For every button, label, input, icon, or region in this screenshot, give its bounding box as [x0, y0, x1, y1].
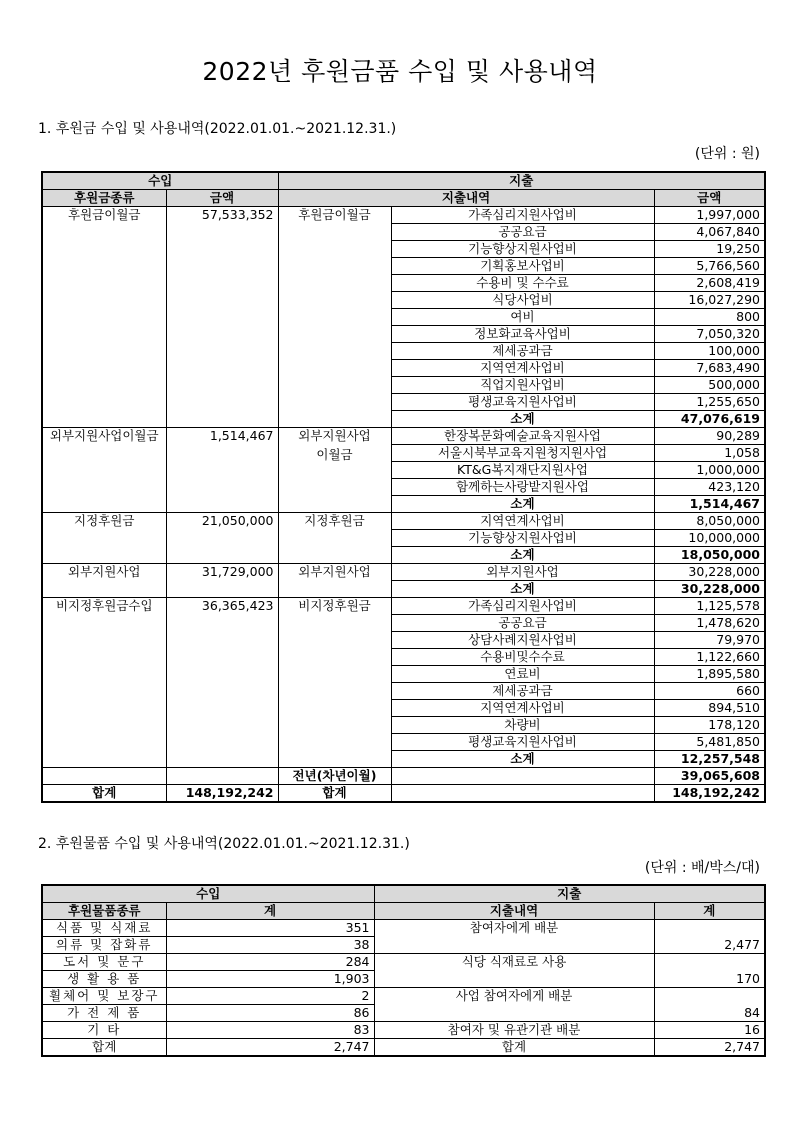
carryover-amount: 39,065,608 — [654, 768, 765, 785]
expense-detail-cell: 지역연계사업비 — [391, 513, 654, 530]
income-type-cell: 지정후원금 — [42, 513, 166, 564]
section2-heading: 2. 후원물품 수입 및 사용내역(2022.01.01.~2021.12.31.) — [38, 836, 410, 852]
income-type-cell: 외부지원사업 — [42, 564, 166, 598]
goods-expense-count-cell: 170 — [654, 954, 765, 988]
expense-detail-cell: 제세공과금 — [391, 343, 654, 360]
income-amount-cell: 21,050,000 — [166, 513, 278, 564]
expense-amount-cell: 90,289 — [654, 428, 765, 445]
expense-category-label: 후원금이월금 — [298, 207, 371, 222]
section1-heading: 1. 후원금 수입 및 사용내역(2022.01.01.~2021.12.31.) — [38, 121, 397, 137]
subtotal-label: 소계 — [391, 547, 654, 564]
col-header-detail: 지출내역 — [278, 190, 654, 207]
income-amount-cell: 31,729,000 — [166, 564, 278, 598]
expense-amount-cell: 7,683,490 — [654, 360, 765, 377]
total-income: 148,192,242 — [166, 785, 278, 803]
table-row — [42, 954, 765, 971]
table-header-row — [42, 885, 765, 903]
col-header-type: 후원물품종류 — [42, 903, 166, 920]
table-row — [42, 513, 765, 530]
expense-amount-cell: 660 — [654, 683, 765, 700]
col-header-type: 후원금종류 — [42, 190, 166, 207]
table-row — [42, 207, 765, 224]
expense-amount-cell: 2,608,419 — [654, 275, 765, 292]
expense-amount-cell: 30,228,000 — [654, 564, 765, 581]
expense-detail-cell: 직업지원사업비 — [391, 377, 654, 394]
expense-amount-cell: 79,970 — [654, 632, 765, 649]
subtotal-label: 소계 — [391, 496, 654, 513]
subtotal-label: 소계 — [391, 411, 654, 428]
expense-category-cell — [278, 428, 391, 513]
subtotal-amount: 1,514,467 — [654, 496, 765, 513]
expense-amount-cell: 894,510 — [654, 700, 765, 717]
expense-detail-cell: 가족심리지원사업비 — [391, 598, 654, 615]
total-label: 합계 — [42, 1039, 166, 1057]
expense-detail-cell: 차량비 — [391, 717, 654, 734]
income-amount-cell: 57,533,352 — [166, 207, 278, 428]
table-row — [42, 428, 765, 445]
goods-type-cell: 식품 및 식재료 — [42, 920, 166, 937]
income-type-cell: 비지정후원금수입 — [42, 598, 166, 768]
donation-goods-table — [41, 884, 766, 1057]
expense-detail-cell: 외부지원사업 — [391, 564, 654, 581]
subtotal-label: 소계 — [391, 751, 654, 768]
section1-unit: (단위 : 원) — [694, 146, 760, 162]
expense-detail-cell: 지역연계사업비 — [391, 700, 654, 717]
goods-expense-count-cell: 16 — [654, 1022, 765, 1039]
expense-amount-cell: 1,255,650 — [654, 394, 765, 411]
expense-detail-cell: 기능향상지원사업비 — [391, 530, 654, 547]
col-header-detail: 지출내역 — [374, 903, 654, 920]
expense-amount-cell: 8,050,000 — [654, 513, 765, 530]
total-label: 합계 — [42, 785, 166, 803]
table-row — [42, 988, 765, 1005]
total-expense: 148,192,242 — [654, 785, 765, 803]
expense-detail-cell: 한장복문화예술교육지원사업 — [391, 428, 654, 445]
expense-detail-cell: 기획홍보사업비 — [391, 258, 654, 275]
donation-money-table — [41, 171, 766, 803]
expense-category-cell — [278, 564, 391, 598]
expense-category-cell — [278, 598, 391, 768]
expense-detail-cell: 가족심리지원사업비 — [391, 207, 654, 224]
expense-category-label-2: 이월금 — [316, 447, 353, 462]
goods-type-cell: 의류 및 잡화류 — [42, 937, 166, 954]
goods-count-cell: 83 — [166, 1022, 374, 1039]
expense-amount-cell: 19,250 — [654, 241, 765, 258]
col-header-count2: 계 — [654, 903, 765, 920]
income-type-cell: 외부지원사업이월금 — [42, 428, 166, 513]
expense-detail-cell: 지역연계사업비 — [391, 360, 654, 377]
subtotal-amount: 47,076,619 — [654, 411, 765, 428]
expense-amount-cell: 16,027,290 — [654, 292, 765, 309]
expense-detail-cell: 기능향상지원사업비 — [391, 241, 654, 258]
table-row — [42, 598, 765, 615]
goods-count-cell: 38 — [166, 937, 374, 954]
total-income: 2,747 — [166, 1039, 374, 1057]
expense-amount-cell: 1,000,000 — [654, 462, 765, 479]
empty-cell — [391, 785, 654, 803]
expense-amount-cell: 5,766,560 — [654, 258, 765, 275]
expense-category-label: 지정후원금 — [304, 513, 365, 528]
goods-count-cell: 2 — [166, 988, 374, 1005]
goods-count-cell: 351 — [166, 920, 374, 937]
table-row — [42, 920, 765, 937]
goods-type-cell: 기 타 — [42, 1022, 166, 1039]
empty-cell — [391, 768, 654, 785]
income-type-cell: 후원금이월금 — [42, 207, 166, 428]
col-header-count: 계 — [166, 903, 374, 920]
goods-expense-detail-cell: 참여자 및 유관기관 배분 — [374, 1022, 654, 1039]
total-row — [42, 785, 765, 803]
goods-expense-detail-cell: 사업 참여자에게 배분 — [374, 988, 654, 1022]
expense-detail-cell: KT&G복지재단지원사업 — [391, 462, 654, 479]
income-header: 수입 — [42, 885, 374, 903]
expense-amount-cell: 1,478,620 — [654, 615, 765, 632]
subtotal-amount: 30,228,000 — [654, 581, 765, 598]
expense-category-label: 비지정후원금 — [298, 598, 371, 613]
expense-detail-cell: 공공요금 — [391, 224, 654, 241]
expense-category-cell — [278, 513, 391, 564]
expense-amount-cell: 1,125,578 — [654, 598, 765, 615]
col-header-amount: 금액 — [166, 190, 278, 207]
total-label-expense: 합계 — [374, 1039, 654, 1057]
empty-cell — [42, 768, 166, 785]
expense-detail-cell: 상담사례지원사업비 — [391, 632, 654, 649]
goods-count-cell: 86 — [166, 1005, 374, 1022]
expense-detail-cell: 식당사업비 — [391, 292, 654, 309]
expense-amount-cell: 1,122,660 — [654, 649, 765, 666]
income-header: 수입 — [42, 172, 278, 190]
goods-count-cell: 284 — [166, 954, 374, 971]
empty-cell — [166, 768, 278, 785]
expense-amount-cell: 7,050,320 — [654, 326, 765, 343]
expense-detail-cell: 수용비 및 수수료 — [391, 275, 654, 292]
table-header-row — [42, 172, 765, 190]
table-row — [42, 564, 765, 581]
expense-amount-cell: 5,481,850 — [654, 734, 765, 751]
expense-amount-cell: 1,895,580 — [654, 666, 765, 683]
goods-type-cell: 가 전 제 품 — [42, 1005, 166, 1022]
expense-detail-cell: 평생교육지원사업비 — [391, 394, 654, 411]
expense-detail-cell: 서울시북부교육지원청지원사업 — [391, 445, 654, 462]
expense-category-cell — [278, 207, 391, 428]
table-row — [42, 1022, 765, 1039]
goods-expense-detail-cell: 식당 식재료로 사용 — [374, 954, 654, 988]
income-amount-cell: 36,365,423 — [166, 598, 278, 768]
section2-unit: (단위 : 배/박스/대) — [644, 860, 760, 876]
expense-detail-cell: 연료비 — [391, 666, 654, 683]
goods-expense-detail-cell: 참여자에게 배분 — [374, 920, 654, 954]
goods-count-cell: 1,903 — [166, 971, 374, 988]
total-expense: 2,747 — [654, 1039, 765, 1057]
total-label-expense: 합계 — [278, 785, 391, 803]
subtotal-amount: 12,257,548 — [654, 751, 765, 768]
total-row — [42, 1039, 765, 1057]
page-title: 2022년 후원금품 수입 및 사용내역 — [202, 57, 598, 86]
expense-amount-cell: 1,997,000 — [654, 207, 765, 224]
carryover-label: 전년(차년이월) — [278, 768, 391, 785]
expense-amount-cell: 800 — [654, 309, 765, 326]
goods-type-cell: 도서 및 문구 — [42, 954, 166, 971]
expense-amount-cell: 500,000 — [654, 377, 765, 394]
expense-amount-cell: 4,067,840 — [654, 224, 765, 241]
expense-detail-cell: 제세공과금 — [391, 683, 654, 700]
expense-amount-cell: 423,120 — [654, 479, 765, 496]
goods-type-cell: 휠체어 및 보장구 — [42, 988, 166, 1005]
expense-detail-cell: 평생교육지원사업비 — [391, 734, 654, 751]
carryover-row — [42, 768, 765, 785]
subtotal-amount: 18,050,000 — [654, 547, 765, 564]
expense-header: 지출 — [374, 885, 765, 903]
expense-header: 지출 — [278, 172, 765, 190]
goods-expense-count-cell: 2,477 — [654, 920, 765, 954]
expense-detail-cell: 수용비및수수료 — [391, 649, 654, 666]
expense-amount-cell: 178,120 — [654, 717, 765, 734]
col-header-amount2: 금액 — [654, 190, 765, 207]
expense-detail-cell: 여비 — [391, 309, 654, 326]
table-subheader-row — [42, 190, 765, 207]
expense-amount-cell: 1,058 — [654, 445, 765, 462]
expense-detail-cell: 함께하는사랑밭지원사업 — [391, 479, 654, 496]
expense-detail-cell: 공공요금 — [391, 615, 654, 632]
expense-category-label: 외부지원사업 — [298, 428, 371, 443]
goods-expense-count-cell: 84 — [654, 988, 765, 1022]
subtotal-label: 소계 — [391, 581, 654, 598]
expense-detail-cell: 정보화교육사업비 — [391, 326, 654, 343]
expense-amount-cell: 10,000,000 — [654, 530, 765, 547]
expense-category-label: 외부지원사업 — [298, 564, 371, 579]
income-amount-cell: 1,514,467 — [166, 428, 278, 513]
table-subheader-row — [42, 903, 765, 920]
expense-amount-cell: 100,000 — [654, 343, 765, 360]
goods-type-cell: 생 활 용 품 — [42, 971, 166, 988]
